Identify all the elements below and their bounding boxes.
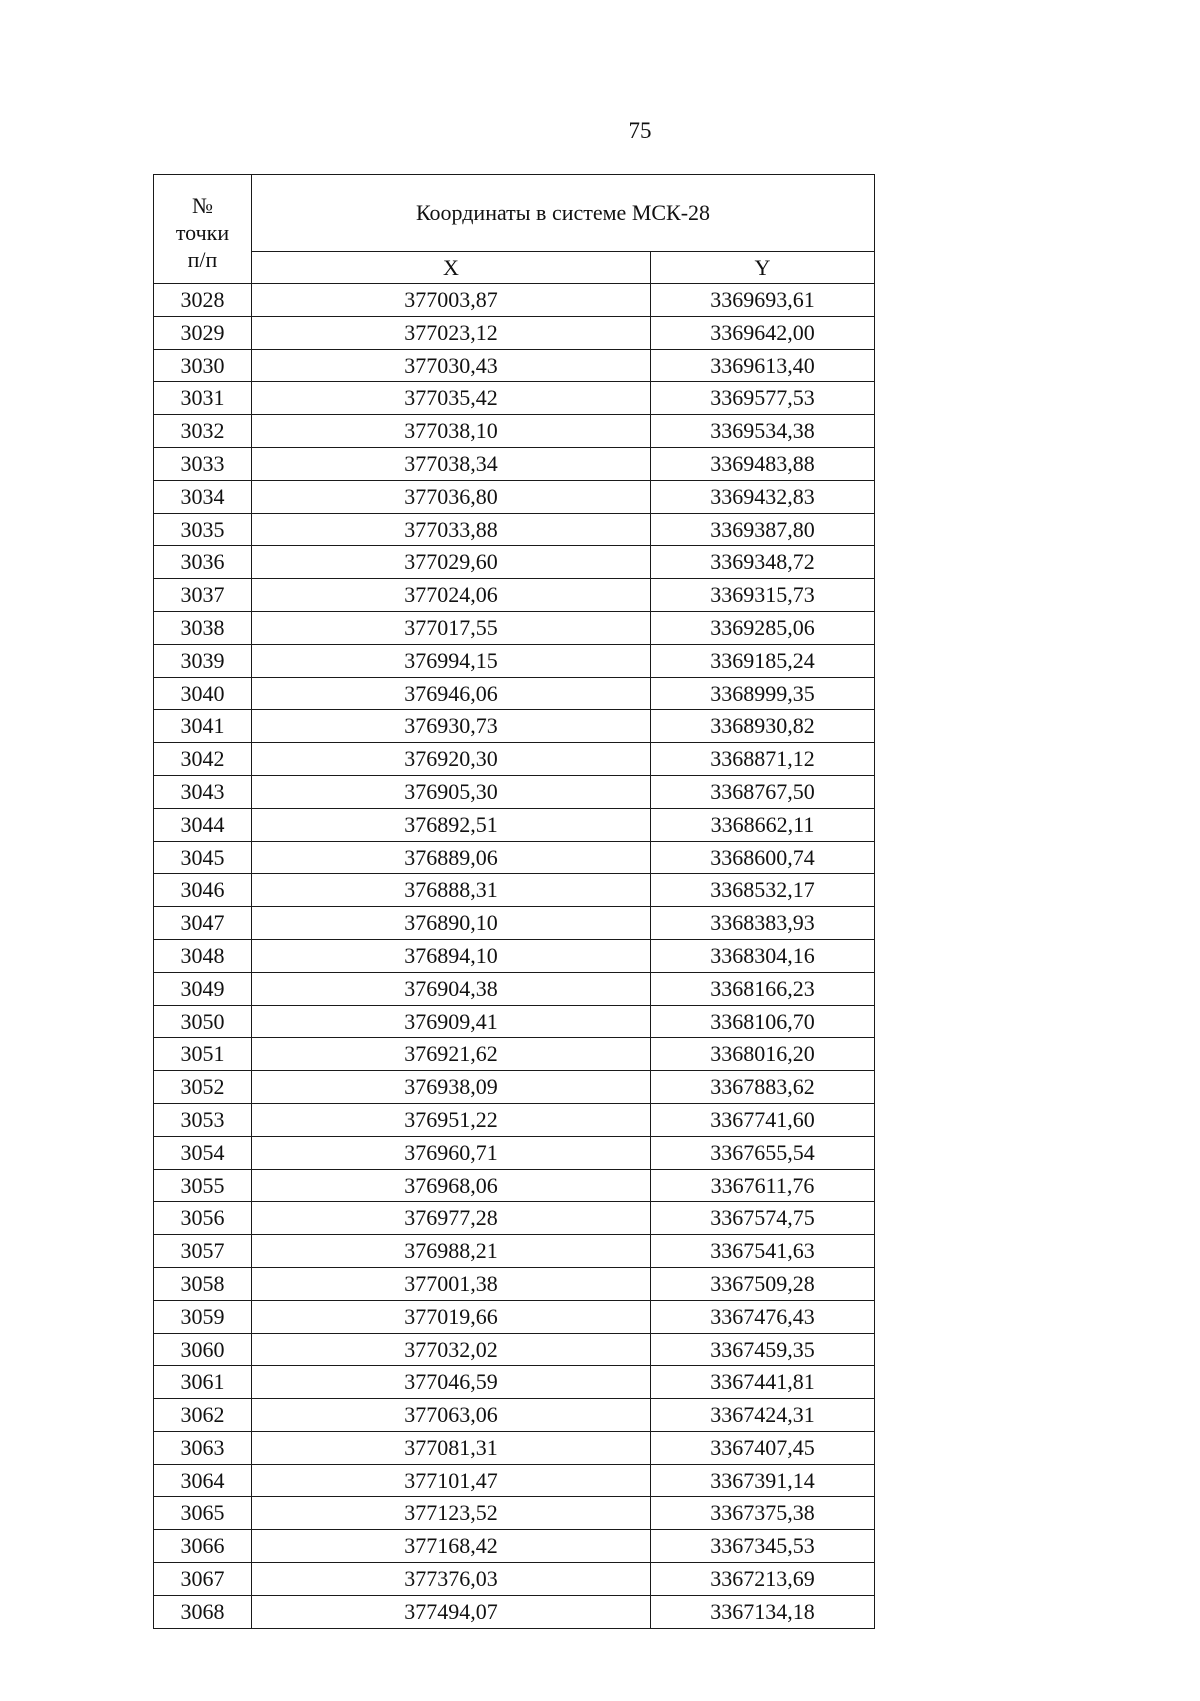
point-number-cell: 3054: [154, 1136, 252, 1169]
table-row: [154, 939, 875, 972]
point-number-cell: 3048: [154, 939, 252, 972]
table-row: [154, 907, 875, 940]
y-coordinate-cell: 3367424,31: [651, 1399, 875, 1432]
x-coordinate-cell: 377063,06: [252, 1399, 651, 1432]
point-number-cell: 3050: [154, 1005, 252, 1038]
point-number-cell: 3039: [154, 644, 252, 677]
table-row: [154, 546, 875, 579]
y-coordinate-cell: 3367509,28: [651, 1267, 875, 1300]
table-row: [154, 447, 875, 480]
point-number-cell: 3058: [154, 1267, 252, 1300]
x-coordinate-cell: 376988,21: [252, 1235, 651, 1268]
x-coordinate-cell: 377035,42: [252, 382, 651, 415]
point-number-cell: 3064: [154, 1464, 252, 1497]
x-coordinate-cell: 376977,28: [252, 1202, 651, 1235]
point-number-cell: 3044: [154, 808, 252, 841]
table-row: [154, 743, 875, 776]
table-row: [154, 1136, 875, 1169]
point-number-cell: 3030: [154, 349, 252, 382]
x-coordinate-cell: 377033,88: [252, 513, 651, 546]
table-row: [154, 775, 875, 808]
y-coordinate-cell: 3369483,88: [651, 447, 875, 480]
table-row: [154, 1399, 875, 1432]
point-number-cell: 3059: [154, 1300, 252, 1333]
point-number-cell: 3053: [154, 1103, 252, 1136]
y-column-header: Y: [651, 252, 875, 284]
point-number-cell: 3035: [154, 513, 252, 546]
table-row: [154, 513, 875, 546]
x-coordinate-cell: 377038,34: [252, 447, 651, 480]
y-coordinate-cell: 3369432,83: [651, 480, 875, 513]
table-row: [154, 1267, 875, 1300]
x-coordinate-cell: 377001,38: [252, 1267, 651, 1300]
x-coordinate-cell: 376889,06: [252, 841, 651, 874]
x-coordinate-cell: 377038,10: [252, 415, 651, 448]
table-row: [154, 710, 875, 743]
point-number-cell: 3061: [154, 1366, 252, 1399]
x-coordinate-cell: 377123,52: [252, 1497, 651, 1530]
y-coordinate-cell: 3367345,53: [651, 1530, 875, 1563]
y-coordinate-cell: 3369185,24: [651, 644, 875, 677]
table-row: [154, 1038, 875, 1071]
y-coordinate-cell: 3367213,69: [651, 1563, 875, 1596]
y-coordinate-cell: 3367574,75: [651, 1202, 875, 1235]
point-number-cell: 3038: [154, 611, 252, 644]
y-coordinate-cell: 3369534,38: [651, 415, 875, 448]
point-number-cell: 3043: [154, 775, 252, 808]
y-coordinate-cell: 3367611,76: [651, 1169, 875, 1202]
y-coordinate-cell: 3369387,80: [651, 513, 875, 546]
y-coordinate-cell: 3367441,81: [651, 1366, 875, 1399]
point-number-cell: 3068: [154, 1595, 252, 1628]
point-number-cell: 3056: [154, 1202, 252, 1235]
x-coordinate-cell: 377081,31: [252, 1431, 651, 1464]
y-coordinate-cell: 3369613,40: [651, 349, 875, 382]
point-number-cell: 3057: [154, 1235, 252, 1268]
x-coordinate-cell: 376921,62: [252, 1038, 651, 1071]
x-coordinate-cell: 376960,71: [252, 1136, 651, 1169]
point-number-cell: 3045: [154, 841, 252, 874]
point-number-cell: 3062: [154, 1399, 252, 1432]
y-coordinate-cell: 3368304,16: [651, 939, 875, 972]
x-coordinate-cell: 377024,06: [252, 579, 651, 612]
point-number-cell: 3042: [154, 743, 252, 776]
x-coordinate-cell: 376968,06: [252, 1169, 651, 1202]
point-number-cell: 3049: [154, 972, 252, 1005]
x-coordinate-cell: 377029,60: [252, 546, 651, 579]
y-coordinate-cell: 3367883,62: [651, 1071, 875, 1104]
y-coordinate-cell: 3367541,63: [651, 1235, 875, 1268]
x-coordinate-cell: 377019,66: [252, 1300, 651, 1333]
x-coordinate-cell: 376994,15: [252, 644, 651, 677]
y-coordinate-cell: 3367459,35: [651, 1333, 875, 1366]
point-number-header-line: п/п: [187, 246, 218, 272]
x-coordinate-cell: 377168,42: [252, 1530, 651, 1563]
y-coordinate-cell: 3369642,00: [651, 316, 875, 349]
y-coordinate-cell: 3368532,17: [651, 874, 875, 907]
point-number-cell: 3031: [154, 382, 252, 415]
x-coordinate-cell: 377046,59: [252, 1366, 651, 1399]
point-number-cell: 3037: [154, 579, 252, 612]
table-row: [154, 382, 875, 415]
point-number-header-line: №: [192, 192, 213, 218]
table-row: [154, 1235, 875, 1268]
x-coordinate-cell: 377101,47: [252, 1464, 651, 1497]
coordinates-table: [153, 174, 875, 1629]
y-coordinate-cell: 3368999,35: [651, 677, 875, 710]
point-number-cell: 3052: [154, 1071, 252, 1104]
y-coordinate-cell: 3369315,73: [651, 579, 875, 612]
x-column-header: X: [252, 252, 651, 284]
y-coordinate-cell: 3368767,50: [651, 775, 875, 808]
x-coordinate-cell: 376890,10: [252, 907, 651, 940]
table-row: [154, 611, 875, 644]
x-coordinate-cell: 376892,51: [252, 808, 651, 841]
x-coordinate-cell: 377023,12: [252, 316, 651, 349]
table-row: [154, 1005, 875, 1038]
x-coordinate-cell: 376894,10: [252, 939, 651, 972]
table-row: [154, 415, 875, 448]
point-number-cell: 3029: [154, 316, 252, 349]
table-row: [154, 644, 875, 677]
y-coordinate-cell: 3368383,93: [651, 907, 875, 940]
table-header: [154, 175, 875, 284]
y-coordinate-cell: 3368600,74: [651, 841, 875, 874]
x-coordinate-cell: 376930,73: [252, 710, 651, 743]
table-body: [154, 284, 875, 1629]
table-row: [154, 579, 875, 612]
x-coordinate-cell: 377032,02: [252, 1333, 651, 1366]
table-row: [154, 316, 875, 349]
x-coordinate-cell: 377017,55: [252, 611, 651, 644]
point-number-cell: 3032: [154, 415, 252, 448]
x-coordinate-cell: 376920,30: [252, 743, 651, 776]
point-number-cell: 3034: [154, 480, 252, 513]
point-number-cell: 3046: [154, 874, 252, 907]
y-coordinate-cell: 3369693,61: [651, 284, 875, 317]
x-coordinate-cell: 376905,30: [252, 775, 651, 808]
point-number-header-line: точки: [175, 219, 230, 245]
y-coordinate-cell: 3368662,11: [651, 808, 875, 841]
point-number-cell: 3055: [154, 1169, 252, 1202]
table-row: [154, 1595, 875, 1628]
table-row: [154, 1202, 875, 1235]
point-number-header: [154, 175, 252, 284]
table-row: [154, 841, 875, 874]
point-number-cell: 3065: [154, 1497, 252, 1530]
x-coordinate-cell: 377376,03: [252, 1563, 651, 1596]
table-row: [154, 1333, 875, 1366]
page-number: 75: [628, 118, 652, 143]
x-coordinate-cell: 376951,22: [252, 1103, 651, 1136]
x-coordinate-cell: 376888,31: [252, 874, 651, 907]
table-row: [154, 1169, 875, 1202]
x-coordinate-cell: 377030,43: [252, 349, 651, 382]
point-number-cell: 3028: [154, 284, 252, 317]
point-number-cell: 3066: [154, 1530, 252, 1563]
y-coordinate-cell: 3368106,70: [651, 1005, 875, 1038]
table-row: [154, 480, 875, 513]
y-coordinate-cell: 3368166,23: [651, 972, 875, 1005]
table-row: [154, 874, 875, 907]
table-row: [154, 1530, 875, 1563]
table-row: [154, 677, 875, 710]
point-number-cell: 3041: [154, 710, 252, 743]
y-coordinate-cell: 3369285,06: [651, 611, 875, 644]
point-number-cell: 3060: [154, 1333, 252, 1366]
table-row: [154, 1464, 875, 1497]
x-coordinate-cell: 376938,09: [252, 1071, 651, 1104]
y-coordinate-cell: 3368930,82: [651, 710, 875, 743]
y-coordinate-cell: 3367391,14: [651, 1464, 875, 1497]
table-row: [154, 1103, 875, 1136]
y-coordinate-cell: 3369348,72: [651, 546, 875, 579]
table-row: [154, 1563, 875, 1596]
y-coordinate-cell: 3368871,12: [651, 743, 875, 776]
table-row: [154, 284, 875, 317]
y-coordinate-cell: 3367476,43: [651, 1300, 875, 1333]
table-row: [154, 1300, 875, 1333]
point-number-cell: 3036: [154, 546, 252, 579]
coordinate-system-header: Координаты в системе МСК-28: [252, 175, 875, 252]
point-number-cell: 3067: [154, 1563, 252, 1596]
table-row: [154, 1431, 875, 1464]
y-coordinate-cell: 3367655,54: [651, 1136, 875, 1169]
point-number-cell: 3051: [154, 1038, 252, 1071]
y-coordinate-cell: 3368016,20: [651, 1038, 875, 1071]
x-coordinate-cell: 377036,80: [252, 480, 651, 513]
y-coordinate-cell: 3369577,53: [651, 382, 875, 415]
y-coordinate-cell: 3367407,45: [651, 1431, 875, 1464]
table-row: [154, 1366, 875, 1399]
y-coordinate-cell: 3367741,60: [651, 1103, 875, 1136]
point-number-cell: 3047: [154, 907, 252, 940]
table-row: [154, 1497, 875, 1530]
table-row: [154, 808, 875, 841]
point-number-cell: 3063: [154, 1431, 252, 1464]
x-coordinate-cell: 376946,06: [252, 677, 651, 710]
table-row: [154, 972, 875, 1005]
table-row: [154, 1071, 875, 1104]
x-coordinate-cell: 377494,07: [252, 1595, 651, 1628]
y-coordinate-cell: 3367134,18: [651, 1595, 875, 1628]
y-coordinate-cell: 3367375,38: [651, 1497, 875, 1530]
x-coordinate-cell: 376909,41: [252, 1005, 651, 1038]
x-coordinate-cell: 376904,38: [252, 972, 651, 1005]
point-number-cell: 3040: [154, 677, 252, 710]
x-coordinate-cell: 377003,87: [252, 284, 651, 317]
table-row: [154, 349, 875, 382]
point-number-cell: 3033: [154, 447, 252, 480]
